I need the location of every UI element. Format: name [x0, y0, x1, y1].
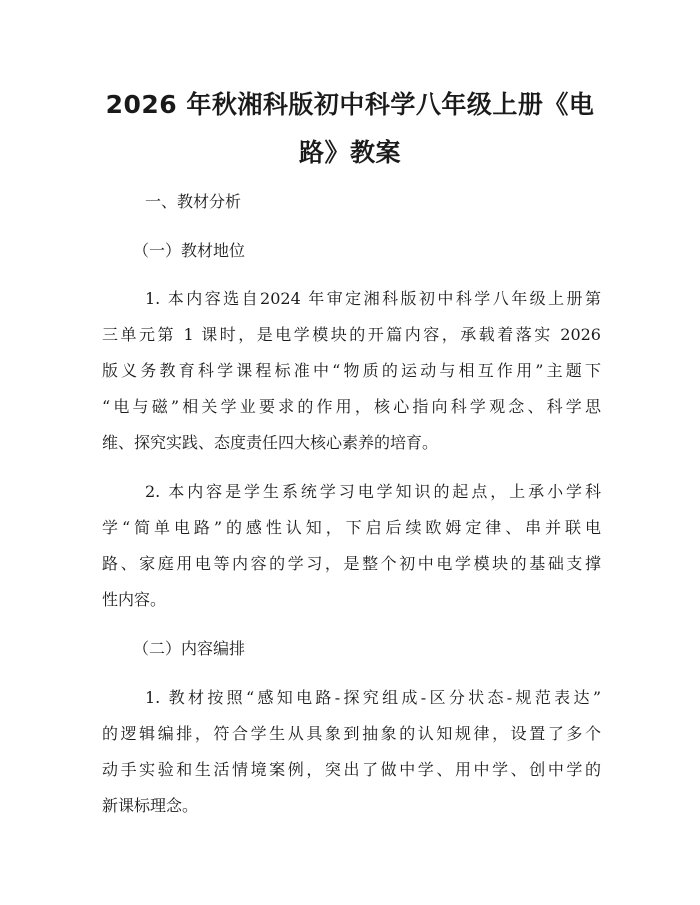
document-title-line-2: 路》教案	[298, 138, 401, 167]
para-2-line-3: 路、家庭用电等内容的学习，是整个初中电学模块的基础支撑	[102, 554, 601, 573]
subheading-textbook-status: （一）教材地位	[133, 241, 246, 260]
para-2-line-1: 2. 本内容是学生系统学习电学知识的起点，上承小学科	[145, 482, 601, 501]
para-1-line-3: 版义务教育科学课程标准中“物质的运动与相互作用”主题下	[102, 361, 601, 380]
para-1-line-4: “电与磁”相关学业要求的作用，核心指向科学观念、科学思	[102, 397, 601, 416]
para-3-line-3: 动手实验和生活情境案例，突出了做中学、用中学、创中学的	[102, 760, 601, 779]
para-3-line-4: 新课标理念。	[102, 796, 199, 815]
para-3-line-1: 1. 教材按照“感知电路-探究组成-区分状态-规范表达”	[145, 688, 601, 707]
document-title-line-1: 2026 年秋湘科版初中科学八年级上册《电	[105, 90, 595, 119]
subheading-content-arrangement: （二）内容编排	[133, 639, 246, 658]
para-1-line-2: 三单元第 1 课时，是电学模块的开篇内容，承载着落实 2026	[102, 325, 601, 344]
para-1-line-1: 1. 本内容选自2024 年审定湘科版初中科学八年级上册第	[145, 289, 601, 308]
para-2-line-4: 性内容。	[102, 590, 167, 609]
section-heading-textbook-analysis: 一、教材分析	[145, 192, 242, 211]
para-3-line-2: 的逻辑编排，符合学生从具象到抽象的认知规律，设置了多个	[102, 724, 601, 743]
para-2-line-2: 学“简单电路”的感性认知，下启后续欧姆定律、串并联电	[102, 518, 601, 537]
para-1-line-5: 维、探究实践、态度责任四大核心素养的培育。	[102, 433, 439, 452]
